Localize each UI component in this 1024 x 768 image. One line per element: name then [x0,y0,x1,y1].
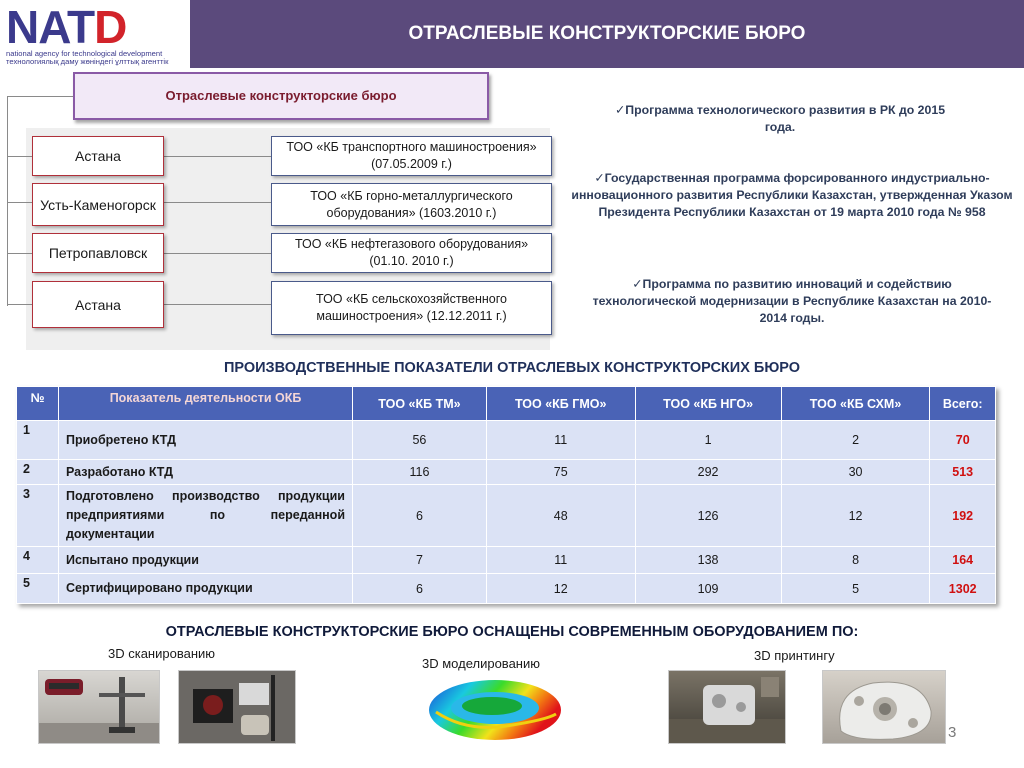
cell-kb-shm: 30 [781,460,930,485]
logo-wordmark-accent: D [94,1,127,53]
cell-kb-gmo: 12 [486,574,635,604]
scanner-device-image [179,671,296,744]
table-row [17,460,996,485]
scanner-arm-image [39,671,160,744]
fem-model-image [426,672,564,744]
scanner-photo-2 [178,670,296,744]
program-item: ✓Программа технологического развития в РК до 2015 года. [614,103,946,134]
col-header-kb-ngo: ТОО «КБ НГО» [635,387,781,421]
cell-kb-tm: 116 [353,460,487,485]
cell-num: 2 [17,460,59,485]
cell-total: 164 [930,547,996,574]
org-chart-root-connector [7,96,73,97]
org-box-kb-gmo: ТОО «КБ горно-металлургического оборудования» (1603.2010 г.) [271,183,552,226]
cell-kb-tm: 56 [353,421,487,460]
org-chart-trunk-line [7,96,8,306]
cell-indicator: Приобретено КТД [59,421,353,460]
org-box-kb-tm: ТОО «КБ транспортного машиностроения» (07.05.2009 г.) [271,136,552,176]
cell-kb-gmo: 48 [486,485,635,547]
printer-photo-2 [822,670,946,744]
equipment-title: ОТРАСЛЕВЫЕ КОНСТРУКТОРСКИЕ БЮРО ОСНАЩЕНЫ СОВРЕМЕННЫМ ОБОРУДОВАНИЕМ ПО: [165,624,859,640]
cell-kb-shm: 8 [781,547,930,574]
org-chart-connector [7,253,32,254]
caption-3d-printing: 3D принтингу [754,648,835,663]
cell-kb-gmo: 11 [486,547,635,574]
natd-logo [6,1,184,68]
col-header-total: Всего: [930,387,996,421]
cell-num: 5 [17,574,59,604]
col-header-kb-gmo: ТОО «КБ ГМО» [486,387,635,421]
cell-indicator: Сертифицировано продукции [59,574,353,604]
page-number: 3 [948,724,957,741]
printed-housing-image [823,671,946,744]
cell-kb-gmo: 75 [486,460,635,485]
cell-total: 1302 [930,574,996,604]
scanner-photo-1 [38,670,160,744]
cell-indicator: Разработано КТД [59,460,353,485]
cell-kb-shm: 5 [781,574,930,604]
cell-kb-shm: 12 [781,485,930,547]
caption-3d-scanning: 3D сканированию [108,646,216,661]
city-box-petropavlovsk: Петропавловск [32,233,164,273]
org-chart-connector [164,156,271,157]
cell-kb-gmo: 11 [486,421,635,460]
city-box-astana-2: Астана [32,281,164,328]
cell-num: 3 [17,485,59,547]
cell-kb-ngo: 292 [635,460,781,485]
printed-part-image [669,671,786,744]
col-header-num: № [17,387,59,421]
cell-kb-ngo: 1 [635,421,781,460]
logo-subtitle-kz: технологиялық даму жөніндегі ұлттық агенттік [6,57,169,66]
org-chart-connector [164,202,271,203]
cell-indicator: Подготовлено производство продукции предприятиями по переданной документации [59,485,353,547]
col-header-kb-tm: ТОО «КБ ТМ» [353,387,487,421]
cell-kb-tm: 6 [353,485,487,547]
cell-num: 4 [17,547,59,574]
org-chart-connector [164,253,271,254]
col-header-indicator: Показатель деятельности ОКБ [59,387,353,421]
cell-kb-ngo: 109 [635,574,781,604]
logo-wordmark: NATD [6,1,127,53]
cell-total: 513 [930,460,996,485]
city-box-astana: Астана [32,136,164,176]
table-row [17,547,996,574]
cell-kb-tm: 6 [353,574,487,604]
org-chart-connector [164,304,271,305]
table-row [17,421,996,460]
caption-3d-modeling: 3D моделированию [422,656,540,671]
cell-total: 70 [930,421,996,460]
kpi-table [16,386,996,604]
city-box-ust-kamenogorsk: Усть-Каменогорск [32,183,164,226]
cell-kb-shm: 2 [781,421,930,460]
model-render-photo [426,672,564,744]
cell-kb-ngo: 138 [635,547,781,574]
org-box-kb-shm: ТОО «КБ сельскохозяйственного машиностроения» (12.12.2011 г.) [271,281,552,335]
program-item: ✓Программа по развитию инноваций и содействию технологической модернизации в Республике Казахстан на 2010-2014 годы. [592,277,992,325]
org-box-kb-ngo: ТОО «КБ нефтегазового оборудования» (01.10. 2010 г.) [271,233,552,273]
table-title: ПРОИЗВОДСТВЕННЫЕ ПОКАЗАТЕЛИ ОТРАСЛЕВЫХ КОНСТРУКТОРСКИХ БЮРО [223,360,801,376]
org-chart-connector [7,156,32,157]
page-title: ОТРАСЛЕВЫЕ КОНСТРУКТОРСКИЕ БЮРО [408,23,806,44]
cell-kb-ngo: 126 [635,485,781,547]
col-header-kb-shm: ТОО «КБ СХМ» [781,387,930,421]
cell-num: 1 [17,421,59,460]
org-chart-connector [7,304,32,305]
table-row [17,574,996,604]
org-chart-connector [7,202,32,203]
cell-kb-tm: 7 [353,547,487,574]
program-item: ✓Государственная программа форсированного индустриально-инновационного развития Республики Казахстан, утвержденная Указом Президента Республики Казахстан от 19 марта 2010 года № 958 [571,171,1013,219]
cell-total: 192 [930,485,996,547]
cell-indicator: Испытано продукции [59,547,353,574]
table-row [17,485,996,547]
table-header-row [17,387,996,421]
printer-photo-1 [668,670,786,744]
org-chart-root: Отраслевые конструкторские бюро [73,72,489,120]
logo-subtitle-en: national agency for technological development [6,49,163,58]
